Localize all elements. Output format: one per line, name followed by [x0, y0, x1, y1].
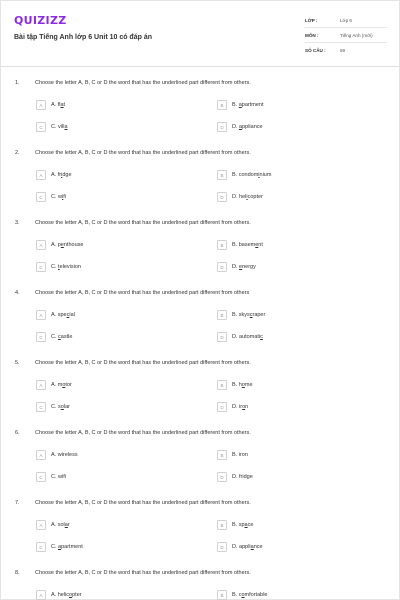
- question-text: Choose the letter A, B, C or D the word that has the underlined part different from others.: [35, 80, 251, 86]
- answer-option[interactable]: [36, 520, 70, 530]
- question-text: Choose the letter A, B, C or D the word that has the underlined part different from others.: [35, 360, 251, 366]
- option-text-pre: C.: [51, 264, 59, 270]
- option-letter-box[interactable]: C: [36, 402, 46, 412]
- question-text: Choose the letter A, B, C or D the word that has the underlined part different from others: [35, 290, 250, 296]
- question-item: [1, 220, 400, 290]
- question-number: 1.: [15, 80, 20, 86]
- answer-option[interactable]: [36, 122, 68, 132]
- question-number: 6.: [15, 430, 20, 436]
- option-letter-box[interactable]: C: [36, 472, 46, 482]
- option-text-pre: B. condom: [232, 172, 259, 178]
- option-text-pre: B. c: [232, 592, 242, 598]
- option-letter-box[interactable]: B: [217, 450, 227, 460]
- option-text-post: mfortable: [244, 592, 268, 598]
- option-text: [232, 382, 253, 388]
- option-text: [232, 544, 263, 550]
- option-text-post: ial: [69, 312, 75, 318]
- option-text-post: r: [67, 522, 70, 528]
- underlined-part: a: [64, 124, 68, 130]
- option-text-post: partment: [61, 544, 83, 550]
- option-text-pre: D. hel: [232, 194, 247, 200]
- option-text-pre: D.: [232, 264, 240, 270]
- meta-label: MÔN :: [305, 32, 319, 38]
- question-item: [1, 360, 400, 430]
- option-letter-box[interactable]: C: [36, 262, 46, 272]
- answer-option[interactable]: [36, 402, 70, 412]
- option-text-pre: B.: [232, 102, 239, 108]
- option-text: [232, 522, 253, 528]
- option-text: [232, 194, 263, 200]
- option-text: [232, 242, 263, 248]
- underlined-part: i: [61, 172, 63, 178]
- meta-label: LỚP :: [305, 17, 318, 23]
- underlined-part: a: [244, 522, 248, 528]
- header-divider: [1, 66, 400, 67]
- option-text: [232, 102, 264, 108]
- option-letter-box[interactable]: B: [217, 170, 227, 180]
- underlined-part: e: [255, 242, 259, 248]
- answer-option[interactable]: [36, 170, 72, 180]
- option-letter-box[interactable]: D: [217, 262, 227, 272]
- option-text-pre: C. wifi: [51, 474, 66, 480]
- meta-value: 59: [340, 48, 346, 53]
- option-text-post: t: [63, 102, 66, 108]
- option-text-post: nt: [258, 242, 263, 248]
- option-letter-box[interactable]: B: [217, 310, 227, 320]
- answer-option[interactable]: [36, 332, 72, 342]
- underlined-part: o: [241, 592, 245, 598]
- option-text: [232, 124, 263, 130]
- option-text-post: ppliance: [242, 124, 263, 130]
- option-letter-box[interactable]: D: [217, 332, 227, 342]
- option-letter-box[interactable]: A: [36, 240, 46, 250]
- option-text-pre: D.: [232, 124, 240, 130]
- option-text-post: lar: [63, 404, 70, 410]
- underlined-part: e: [239, 264, 243, 270]
- question-item: [1, 80, 400, 150]
- question-list: [1, 80, 400, 600]
- question-item: [1, 570, 400, 600]
- option-text-pre: C.: [51, 544, 59, 550]
- option-text-pre: A. helic: [51, 592, 70, 598]
- option-letter-box[interactable]: B: [217, 100, 227, 110]
- option-text-pre: C.: [51, 334, 59, 340]
- option-text-post: pter: [72, 592, 82, 598]
- underlined-part: i: [62, 194, 64, 200]
- option-text-post: fi: [63, 194, 66, 200]
- option-text-pre: A. wireless: [51, 452, 78, 458]
- option-text-pre: A. spe: [51, 312, 67, 318]
- option-letter-box[interactable]: B: [217, 520, 227, 530]
- answer-option[interactable]: [217, 450, 248, 460]
- option-letter-box[interactable]: B: [217, 380, 227, 390]
- answer-option[interactable]: [36, 100, 65, 110]
- option-text: [232, 592, 267, 598]
- answer-option[interactable]: [217, 192, 263, 202]
- option-text-post: tor: [65, 382, 72, 388]
- question-number: 3.: [15, 220, 20, 226]
- option-text: [51, 382, 72, 388]
- answer-option[interactable]: [36, 310, 75, 320]
- answer-option[interactable]: [217, 380, 253, 390]
- meta-row-subject: [305, 28, 387, 43]
- option-text-post: n: [245, 404, 249, 410]
- underlined-part: a: [250, 544, 254, 550]
- option-text: [232, 172, 271, 178]
- underlined-part: i: [246, 194, 248, 200]
- option-text-post: nergy: [242, 264, 256, 270]
- question-item: [1, 500, 400, 570]
- option-text-post: dge: [62, 172, 72, 178]
- option-text-pre: D. ir: [232, 404, 243, 410]
- question-number: 8.: [15, 570, 20, 576]
- answer-option[interactable]: [36, 380, 72, 390]
- option-text: [51, 194, 66, 200]
- option-letter-box[interactable]: C: [36, 122, 46, 132]
- answer-option[interactable]: [217, 332, 263, 342]
- option-letter-box[interactable]: D: [217, 402, 227, 412]
- underlined-part: o: [62, 382, 66, 388]
- underlined-part: a: [239, 124, 243, 130]
- option-text: [51, 102, 65, 108]
- option-text: [51, 522, 70, 528]
- option-letter-box[interactable]: A: [36, 100, 46, 110]
- answer-option[interactable]: [217, 590, 267, 600]
- option-text-pre: B. basem: [232, 242, 256, 248]
- answer-option[interactable]: [36, 262, 81, 272]
- answer-option[interactable]: [217, 520, 253, 530]
- option-text: [51, 474, 66, 480]
- underlined-part: c: [58, 334, 61, 340]
- answer-option[interactable]: [36, 472, 66, 482]
- option-text-pre: D. appli: [232, 544, 251, 550]
- answer-option[interactable]: [217, 542, 263, 552]
- meta-info-table: [305, 13, 387, 58]
- option-text-pre: B. iron: [232, 452, 248, 458]
- option-text: [51, 334, 72, 340]
- meta-label: SỐ CÂU :: [305, 48, 326, 53]
- option-letter-box[interactable]: D: [217, 192, 227, 202]
- option-letter-box[interactable]: A: [36, 380, 46, 390]
- option-text-post: astle: [60, 334, 73, 340]
- option-letter-box[interactable]: C: [36, 542, 46, 552]
- underlined-part: t: [58, 264, 60, 270]
- option-letter-box[interactable]: B: [217, 590, 227, 600]
- question-text: Choose the letter A, B, C or D the word that has the underlined part different from others.: [35, 150, 251, 156]
- answer-option[interactable]: [36, 192, 66, 202]
- option-text: [51, 592, 82, 598]
- option-text: [51, 404, 70, 410]
- option-text-pre: C. vill: [51, 124, 65, 130]
- underlined-part: o: [241, 382, 245, 388]
- answer-option[interactable]: [217, 472, 253, 482]
- meta-value: Tiếng Anh (mới): [340, 32, 373, 38]
- document-title: Bài tập Tiếng Anh lớp 6 Unit 10 có đáp án: [14, 34, 152, 41]
- question-text: Choose the letter A, B, C or D the word that has the underlined part different from others.: [35, 430, 251, 436]
- option-text-pre: A. fl: [51, 102, 61, 108]
- answer-option[interactable]: [36, 590, 82, 600]
- option-text-pre: C. s: [51, 404, 61, 410]
- option-text-pre: A. p: [51, 242, 61, 248]
- question-text: Choose the letter A, B, C or D the word that has the underlined part different from others.: [35, 500, 251, 506]
- option-letter-box[interactable]: A: [36, 170, 46, 180]
- option-letter-box[interactable]: B: [217, 240, 227, 250]
- answer-option[interactable]: [217, 240, 263, 250]
- question-number: 2.: [15, 150, 20, 156]
- option-letter-box[interactable]: D: [217, 542, 227, 552]
- underlined-part: c: [66, 312, 70, 318]
- underlined-part: a: [60, 102, 64, 108]
- underlined-part: o: [60, 404, 64, 410]
- option-text-post: nthouse: [63, 242, 84, 248]
- quizizz-logo: QUIZIZZ: [14, 14, 67, 27]
- question-text: Choose the letter A, B, C or D the word that has the underlined part different from others.: [35, 220, 251, 226]
- option-text: [51, 452, 78, 458]
- meta-value: Lớp 6: [340, 17, 352, 23]
- underlined-part: c: [249, 312, 253, 318]
- option-letter-box[interactable]: C: [36, 332, 46, 342]
- option-letter-box[interactable]: A: [36, 450, 46, 460]
- underlined-part: c: [260, 334, 263, 340]
- option-text-post: raper: [252, 312, 266, 318]
- option-text-pre: C. w: [51, 194, 62, 200]
- option-text-pre: D. fridge: [232, 474, 253, 480]
- option-text-pre: A. m: [51, 382, 63, 388]
- question-item: [1, 150, 400, 220]
- option-letter-box[interactable]: C: [36, 192, 46, 202]
- option-letter-box[interactable]: D: [217, 472, 227, 482]
- option-text-pre: B. h: [232, 382, 242, 388]
- option-text: [232, 452, 248, 458]
- answer-option[interactable]: [217, 402, 248, 412]
- question-number: 4.: [15, 290, 20, 296]
- option-text-pre: A. sol: [51, 522, 65, 528]
- option-text-post: ce: [247, 522, 254, 528]
- option-text: [232, 474, 253, 480]
- underlined-part: a: [238, 102, 242, 108]
- underlined-part: o: [242, 404, 246, 410]
- meta-row-grade: [305, 13, 387, 28]
- option-text-pre: B. sp: [232, 522, 245, 528]
- option-text: [51, 172, 72, 178]
- answer-option[interactable]: [36, 542, 83, 552]
- option-text: [51, 544, 83, 550]
- answer-option[interactable]: [217, 122, 263, 132]
- option-text-post: nium: [259, 172, 272, 178]
- option-text: [232, 312, 265, 318]
- option-text-post: elevision: [59, 264, 81, 270]
- answer-option[interactable]: [217, 310, 265, 320]
- option-text: [51, 242, 83, 248]
- option-text-post: nce: [253, 544, 263, 550]
- underlined-part: o: [69, 592, 73, 598]
- option-text: [51, 124, 68, 130]
- question-number: 7.: [15, 500, 20, 506]
- answer-option[interactable]: [36, 240, 83, 250]
- question-text: Choose the letter A, B, C or D the word that has the underlined part different from others.: [35, 570, 251, 576]
- answer-option[interactable]: [36, 450, 78, 460]
- question-item: [1, 290, 400, 360]
- underlined-part: a: [64, 522, 68, 528]
- question-item: [1, 430, 400, 500]
- option-text-pre: D. automati: [232, 334, 261, 340]
- option-text: [232, 334, 263, 340]
- underlined-part: e: [60, 242, 64, 248]
- option-letter-box[interactable]: D: [217, 122, 227, 132]
- option-letter-box[interactable]: A: [36, 310, 46, 320]
- option-letter-box[interactable]: A: [36, 520, 46, 530]
- option-letter-box[interactable]: A: [36, 590, 46, 600]
- option-text: [51, 312, 75, 318]
- option-text-pre: B. skys: [232, 312, 250, 318]
- underlined-part: a: [58, 544, 62, 550]
- option-text-post: copter: [247, 194, 263, 200]
- option-text-pre: A. fr: [51, 172, 62, 178]
- answer-option[interactable]: [217, 170, 271, 180]
- option-text: [232, 264, 256, 270]
- answer-option[interactable]: [217, 262, 256, 272]
- option-text-post: partment: [241, 102, 264, 108]
- option-text: [51, 264, 81, 270]
- question-number: 5.: [15, 360, 20, 366]
- option-text: [232, 404, 248, 410]
- meta-row-count: [305, 43, 387, 58]
- option-text-post: me: [244, 382, 253, 388]
- answer-option[interactable]: [217, 100, 264, 110]
- underlined-part: i: [258, 172, 260, 178]
